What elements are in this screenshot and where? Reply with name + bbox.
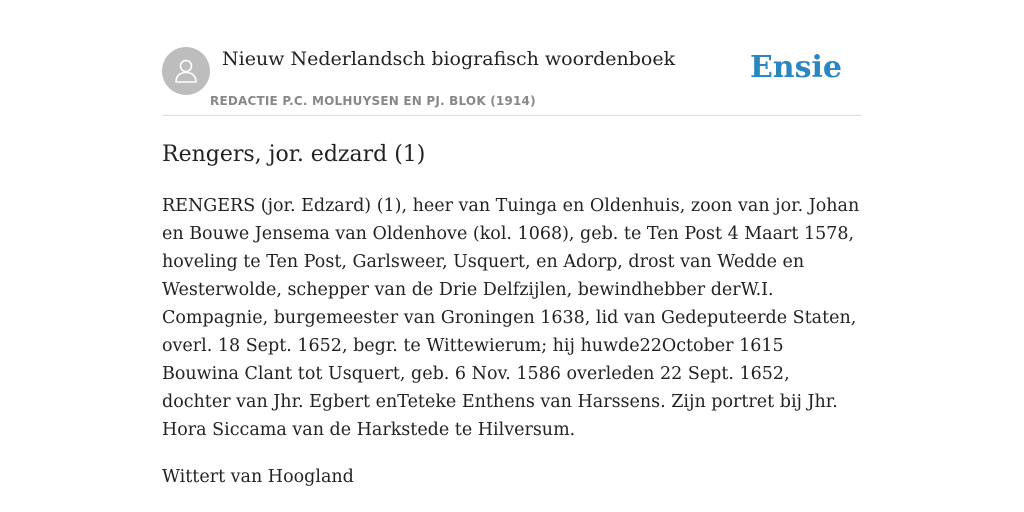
source-editor: REDACTIE P.C. MOLHUYSEN EN PJ. BLOK (1914) — [210, 94, 536, 108]
entry-title: Rengers, jor. edzard (1) — [162, 142, 426, 167]
source-header — [162, 44, 862, 116]
ensie-logo-link[interactable]: Ensie — [749, 50, 842, 85]
entry-body: RENGERS (jor. Edzard) (1), heer van Tuinga en Oldenhuis, zoon van jor. Johan en Bouwe Jensema van Oldenhove (kol. 1068), geb. te Ten Post 4 Maart 1578, hoveling te Ten Post, Garlsweer, Usquert, en Adorp, drost van Wedde en Westerwolde, schepper van de Drie Delfzijlen, bewindhebber derW.I. Compagnie, burgemeester van Groningen 1638, lid van Gedeputeerde Staten, overl. 18 Sept. 1652, begr. te Wittewierum; hij huwde22October 1615 Bouwina Clant tot Usquert, geb. 6 Nov. 1586 overleden 22 Sept. 1652, dochter van Jhr. Egbert enTeteke Enthens van Harssens. Zijn portret bij Jhr. Hora Siccama van de Harkstede te Hilversum. — [162, 196, 860, 440]
user-placeholder-icon — [171, 56, 201, 86]
source-title[interactable]: Nieuw Nederlandsch biografisch woordenboek — [222, 48, 676, 70]
entry-author: Wittert van Hoogland — [162, 467, 354, 487]
source-avatar[interactable] — [162, 47, 210, 95]
